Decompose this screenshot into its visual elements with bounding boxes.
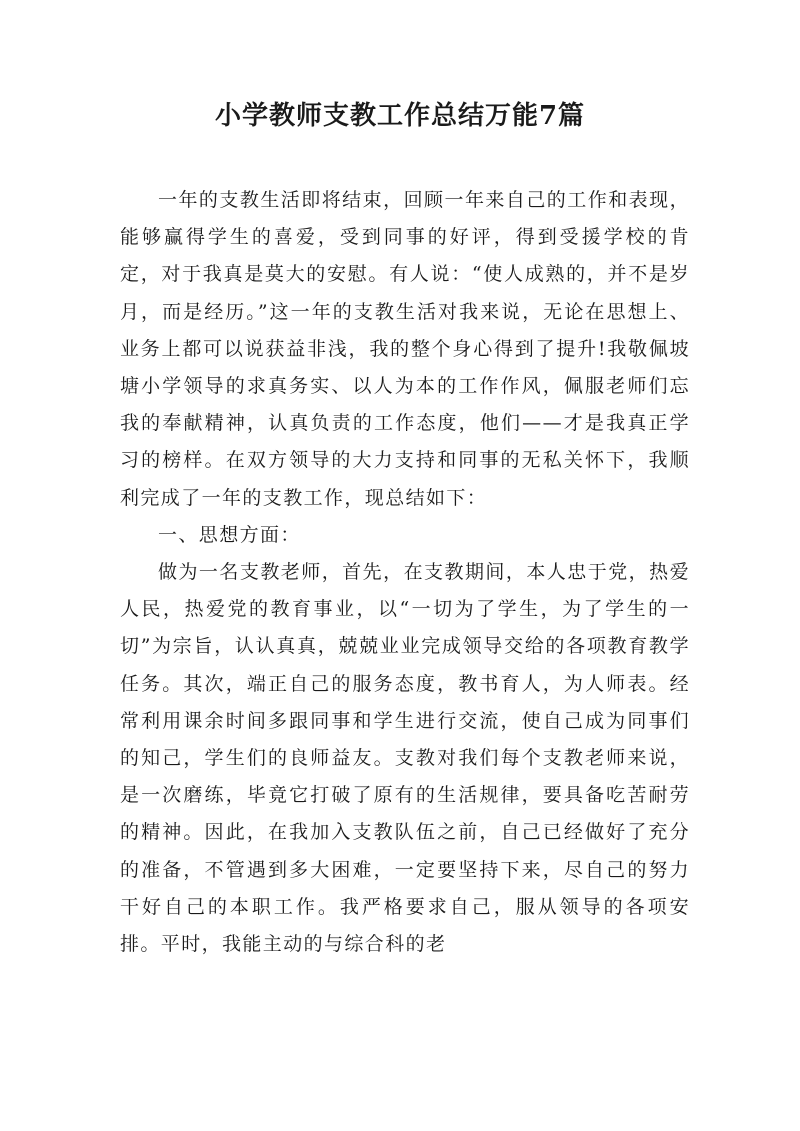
document-title: 小学教师支教工作总结万能7篇 [214,101,586,131]
document-body [120,182,690,963]
paragraph-intro: 一年的支教生活即将结束，回顾一年来自己的工作和表现，能够赢得学生的喜爱，受到同事的好评，得到受援学校的肯定，对于我真是莫大的安慰。有人说：“使人成熟的，并不是岁月，而是经历。”这一年的支教生活对我来说，无论在思想上、业务上都可以说获益非浅，我的整个身心得到了提升!我敬佩坡塘小学领导的求真务实、以人为本的工作作风，佩服老师们忘我的奉献精神，认真负责的工作态度，他们——才是我真正学习的榜样。在双方领导的大力支持和同事的无私关怀下，我顺利完成了一年的支教工作，现总结如下： [120,189,690,509]
section-heading-thought: 一、思想方面： [158,523,301,546]
paragraph-thought: 做为一名支教老师，首先，在支教期间，本人忠于党，热爱人民，热爱党的教育事业，以“一切为了学生，为了学生的一切”为宗旨，认认真真，兢兢业业完成领导交给的各项教育教学任务。其次，端正自己的服务态度，教书育人，为人师表。经常利用课余时间多跟同事和学生进行交流，使自己成为同事们的知己，学生们的良师益友。支教对我们每个支教老师来说，是一次磨练，毕竟它打破了原有的生活规律，要具备吃苦耐劳的精神。因此，在我加入支教队伍之前，自己已经做好了充分的准备，不管遇到多大困难，一定要坚持下来，尽自己的努力干好自己的本职工作。我严格要求自己，服从领导的各项安排。平时，我能主动的与综合科的老 [120,561,690,956]
